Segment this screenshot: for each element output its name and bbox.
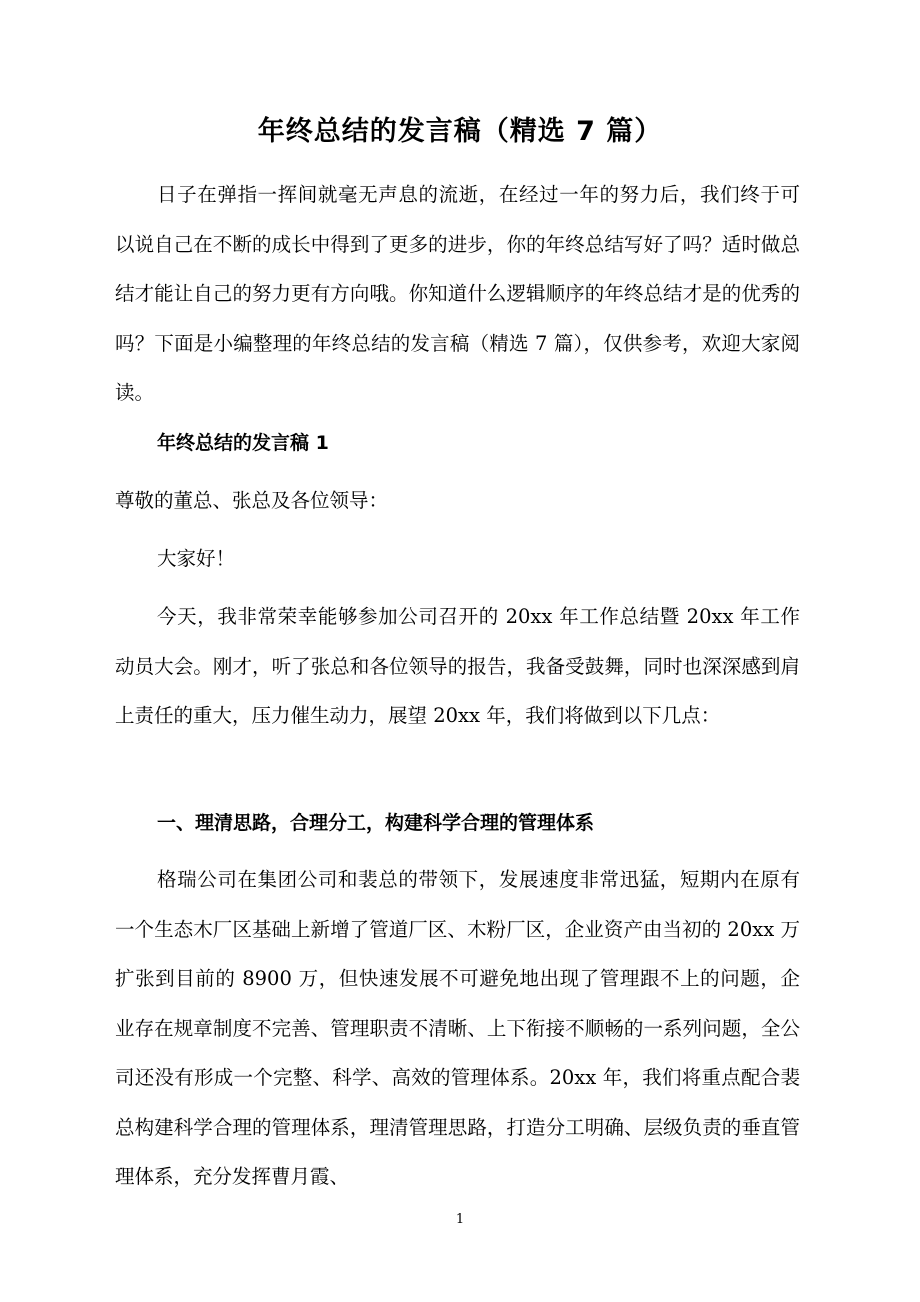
paragraph-2: 格瑞公司在集团公司和裴总的带领下，发展速度非常迅猛，短期内在原有一个生态木厂区基础上新增了管道厂区、木粉厂区，企业资产由当初的 20xx 万扩张到目前的 8900 万，但快速发展不可避免地出现了管理跟不上的问题，企业存在规章制度不完善、管理职责不清晰、上下衔接不顺畅的一系列问题，全公司还没有形成一个完整、科学、高效的管理体系。20xx 年，我们将重点配合裴总构建科学合理的管理体系，理清管理思路，打造分工明确、层级负责的垂直管理体系，充分发挥曹月霞、 — [115, 868, 800, 1188]
intro-paragraph: 日子在弹指一挥间就毫无声息的流逝，在经过一年的努力后，我们终于可以说自己在不断的成长中得到了更多的进步，你的年终总结写好了吗？适时做总结才能让自己的努力更有方向哦。你知道什么逻辑顺序的年终总结才是的优秀的吗？下面是小编整理的年终总结的发言稿（精选 7 篇），仅供参考，欢迎大家阅读。 — [115, 183, 800, 404]
greeting: 大家好！ — [157, 547, 236, 570]
heading-1: 一、理清思路，合理分工，构建科学合理的管理体系 — [157, 812, 595, 834]
page-number: 1 — [455, 1212, 465, 1227]
section-title: 年终总结的发言稿 1 — [157, 432, 329, 454]
paragraph-1: 今天，我非常荣幸能够参加公司召开的 20xx 年工作总结暨 20xx 年工作动员大会。刚才，听了张总和各位领导的报告，我备受鼓舞，同时也深深感到肩上责任的重大，压力催生动力，展望 20xx 年，我们将做到以下几点： — [115, 605, 800, 727]
salutation: 尊敬的董总、张总及各位领导： — [115, 489, 389, 512]
document-title: 年终总结的发言稿（精选 7 篇） — [257, 116, 663, 147]
